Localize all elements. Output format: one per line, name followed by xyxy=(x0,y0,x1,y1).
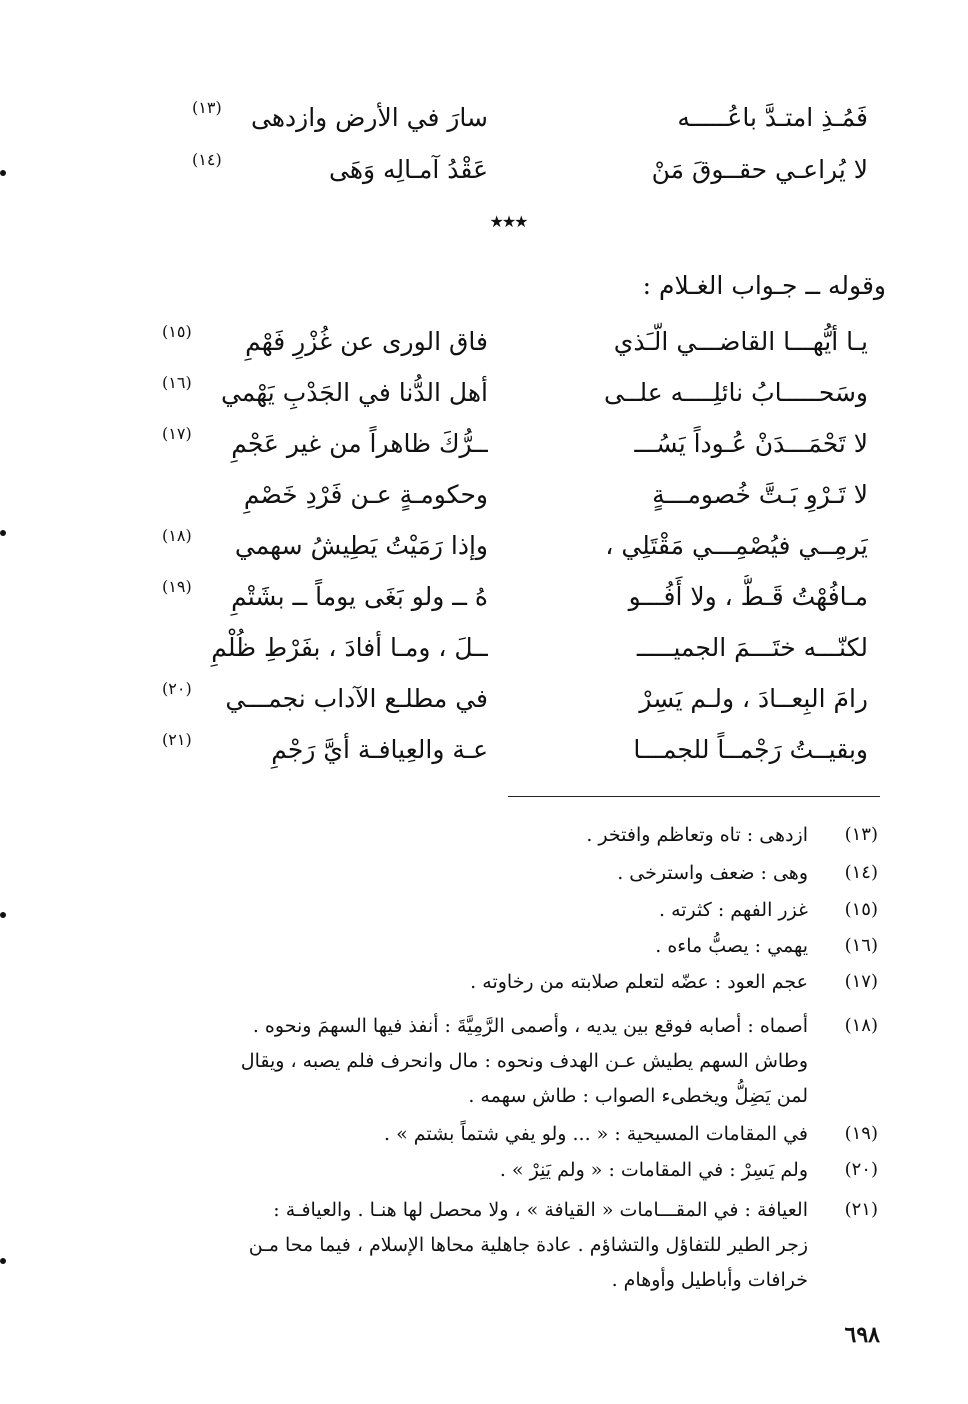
footnote-text: وهى : ضعف واسترخى . xyxy=(617,862,808,884)
second-hemistich: وإذا رَمَيْتُ يَطِيشُ سهمي xyxy=(234,531,488,560)
footnote-number: (١٩) xyxy=(844,1123,878,1144)
footnote-number: (١٥) xyxy=(844,899,878,920)
scan-edge-mark xyxy=(0,530,6,536)
footnote-number: (١٤) xyxy=(844,862,878,883)
second-hemistich: في مطلـع الآداب نجمـــي xyxy=(225,684,488,713)
footnote-text-line: وطاش السهم يطيش عـن الهدف ونحوه : مال وانحرف فلم يصبه ، ويقال xyxy=(240,1050,808,1072)
second-hemistich: ــلَ ، ومـا أفادَ ، بفَرْطِ ظُلْمِ xyxy=(211,633,488,662)
footnote-reference: (١٦) xyxy=(162,373,192,392)
footnote-reference: (٢١) xyxy=(162,730,192,749)
footnote xyxy=(110,965,878,999)
verse-line xyxy=(0,728,968,776)
verse-line xyxy=(0,148,968,196)
first-hemistich: لا تَحْمَـــدَنْ عُـوداً يَسُـــ xyxy=(634,429,868,458)
verse-line xyxy=(0,96,968,144)
verse-line xyxy=(0,320,968,368)
footnote-text-line: زجر الطير للتفاؤل والتشاؤم . عادة جاهلية محاها الإسلام ، فيما محا مـن xyxy=(248,1234,808,1256)
footnote-reference: (١٩) xyxy=(162,577,192,596)
first-hemistich: وسَحـــــابُ نائلِــــه علــى xyxy=(603,378,868,407)
first-hemistich: رامَ البِعــادَ ، ولـم يَسِرْ xyxy=(639,684,868,713)
footnote-text: ازدهى : تاه وتعاظم وافتخر . xyxy=(586,824,808,846)
first-hemistich: لا يُراعـي حقــوقَ مَنْ xyxy=(651,155,868,184)
verse-line xyxy=(0,473,968,521)
footnote-text: ولم يَسِرْ : في المقامات : « ولم يَنِرْ » . xyxy=(499,1159,808,1181)
first-hemistich: يـا أيُّهـــا القاضـــي الّـَذي xyxy=(613,327,868,356)
footnote-text-line: لمن يَضِلُّ ويخطىء الصواب : طاش سهمه . xyxy=(468,1085,808,1107)
footnote xyxy=(110,893,878,927)
footnote-text: يهمي : يصبُّ ماءه . xyxy=(655,935,808,957)
footnote-number: (٢١) xyxy=(844,1199,878,1220)
scan-edge-mark xyxy=(0,912,6,918)
footnote-number: (١٦) xyxy=(844,935,878,956)
footnote xyxy=(110,1153,878,1187)
footnote-reference: (١٣) xyxy=(192,98,222,117)
second-hemistich: عَقْدُ آمـالِه وَهَى xyxy=(329,155,488,184)
footnote xyxy=(110,1117,878,1151)
first-hemistich: يَرمِــي فيُصْمِـــي مَقْتَلِي ، xyxy=(605,531,868,560)
footnote-text-line: أصماه : أصابه فوقع بين يديه ، وأصمى الرَّمِيَّةَ : أنفذ فيها السهمَ ونحوه . xyxy=(252,1015,808,1037)
footnote-text: غزر الفهم : كثرته . xyxy=(658,899,808,921)
second-hemistich: سارَ في الأرض وازدهى xyxy=(250,103,488,132)
scan-edge-mark xyxy=(0,1258,6,1264)
footnote-reference: (٢٠) xyxy=(162,679,192,698)
verse-line xyxy=(0,677,968,725)
verse-line xyxy=(0,626,968,674)
footnote xyxy=(110,1009,878,1119)
first-hemistich: مـافُهْتُ قَـطُّ ، ولا أَفُـــو xyxy=(628,582,868,611)
verse-line xyxy=(0,422,968,470)
footnote-divider xyxy=(508,796,880,797)
footnote-number: (١٣) xyxy=(844,824,878,845)
footnote-text-line: خرافات وأباطيل وأوهام . xyxy=(611,1269,808,1291)
footnote-text: عجم العود : عضّه لتعلم صلابته من رخاوته . xyxy=(470,971,808,993)
footnote-text-line: العيافة : في المقـــامات « القيافة » ، ولا محصل لها هنـا . والعيافـة : xyxy=(273,1199,808,1221)
second-hemistich: فاق الورى عن غُزْرِ فَهْمِ xyxy=(245,327,488,356)
page-number: ٦٩٨ xyxy=(844,1322,880,1348)
verse-line xyxy=(0,524,968,572)
footnote xyxy=(110,856,878,890)
footnote-number: (١٨) xyxy=(844,1015,878,1036)
footnote-number: (٢٠) xyxy=(844,1159,878,1180)
poem-introduction: وقوله ــ جـواب الغـلام : xyxy=(642,271,886,300)
second-hemistich: ــرُّكَ ظاهراً من غير عَجْمِ xyxy=(231,429,488,458)
footnote-reference: (١٥) xyxy=(162,322,192,341)
footnote xyxy=(110,929,878,963)
first-hemistich: فَمُـذِ امتـدَّ باعُـــــه xyxy=(677,103,868,132)
footnote-reference: (١٤) xyxy=(192,150,222,169)
first-hemistich: لكنّـــه ختَـــمَ الجميـــــ xyxy=(636,633,868,662)
first-hemistich: لا تَـرْوِ بَـتَّ خُصومـــةٍ xyxy=(652,480,868,509)
second-hemistich: عـة والعِيافـة أيَّ رَجْمِ xyxy=(271,735,488,764)
footnote xyxy=(110,818,878,852)
footnote-number: (١٧) xyxy=(844,971,878,992)
second-hemistich: وحكومـةٍ عـن فَرْدِ خَصْمِ xyxy=(243,480,488,509)
section-separator-stars: ★★★ xyxy=(489,212,527,231)
footnote-reference: (١٨) xyxy=(162,526,192,545)
footnote xyxy=(110,1193,878,1303)
first-hemistich: وبقيــتُ رَجْمــاً للجمـــا xyxy=(633,735,868,764)
verse-line xyxy=(0,575,968,623)
footnote-text: في المقامات المسيحية : « ... ولو يفي شتماً بشتم » . xyxy=(384,1123,808,1145)
second-hemistich: أهل الدُّنا في الجَدْبِ يَهْمي xyxy=(220,378,488,407)
scan-edge-mark xyxy=(0,170,6,176)
verse-line xyxy=(0,371,968,419)
second-hemistich: هُ ــ ولو بَغَى يوماً ــ بشَتْمِ xyxy=(231,582,488,611)
footnote-reference: (١٧) xyxy=(162,424,192,443)
